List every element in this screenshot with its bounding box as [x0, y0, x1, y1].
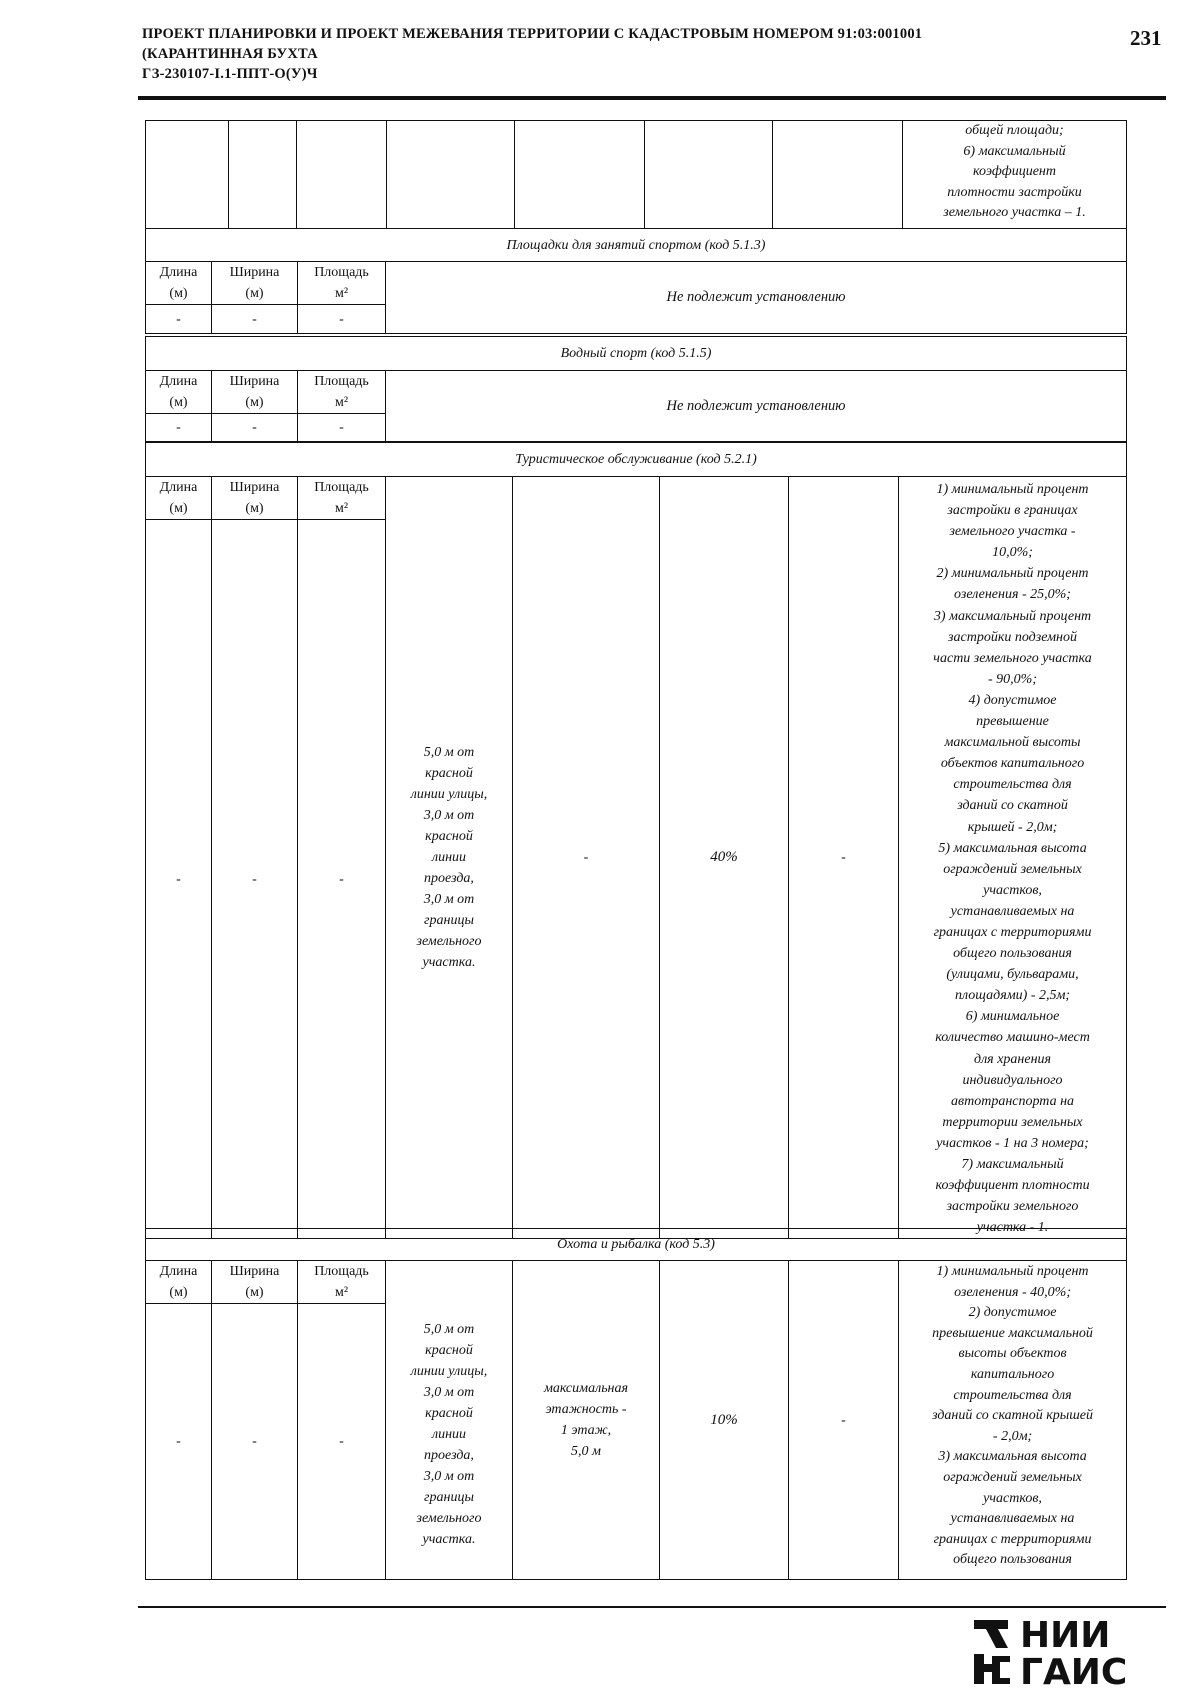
- col7-value: -: [789, 1261, 899, 1580]
- header-rule: [138, 96, 1166, 100]
- width-header: Ширина (м): [212, 262, 298, 305]
- section-title-tourism: Туристическое обслуживание (код 5.2.1): [146, 443, 1127, 477]
- continuation-table: [145, 120, 1127, 229]
- floors-text: максимальная этажность - 1 этаж, 5,0 м: [513, 1261, 660, 1580]
- length-header: Длина (м): [146, 371, 212, 414]
- length-value: -: [146, 1304, 212, 1580]
- width-header: Ширина (м): [212, 477, 298, 520]
- section-sport: [145, 228, 1127, 334]
- niigais-logo: [972, 1614, 1162, 1690]
- logo-text-top: НИИ: [1020, 1615, 1111, 1656]
- width-header: Ширина (м): [212, 371, 298, 414]
- width-value: -: [212, 305, 298, 334]
- not-applicable-note: Не подлежит установлению: [386, 371, 1127, 442]
- params-text: 1) минимальный процент озеленения - 40,0%; 2) допустимое превышение максимальной высоты объектов капитального строительства для зданий со скатной крышей - 2,0м; 3) максимальная высота ограждений земельных участков, устанавливаемых на границах с территориями общего пользования: [899, 1261, 1127, 1580]
- setback-text: 5,0 м от красной линии улицы, 3,0 м от красной линии проезда, 3,0 м от границы земельного участка.: [386, 1261, 513, 1580]
- logo-text-bottom: ГАИС: [1020, 1652, 1128, 1690]
- length-header: Длина (м): [146, 262, 212, 305]
- area-header: Площадь м²: [298, 262, 386, 305]
- percent-value: 10%: [660, 1261, 789, 1580]
- footer-rule: [138, 1606, 1166, 1608]
- header-line-1: ПРОЕКТ ПЛАНИРОВКИ И ПРОЕКТ МЕЖЕВАНИЯ ТЕРРИТОРИИ С КАДАСТРОВЫМ НОМЕРОМ 91:03:001001: [142, 26, 923, 42]
- width-value: -: [212, 1304, 298, 1580]
- area-value: -: [298, 414, 386, 442]
- cont-cell: [146, 121, 229, 229]
- area-header: Площадь м²: [298, 371, 386, 414]
- cont-params: общей площади; 6) максимальный коэффициент плотности застройки земельного участка – 1.: [903, 121, 1127, 229]
- header-line-3: ГЗ-230107-I.1-ППТ-О(У)Ч: [142, 66, 318, 82]
- col7-value: -: [789, 477, 899, 1239]
- section-water-sport: [145, 336, 1127, 442]
- length-value: -: [146, 305, 212, 334]
- header-line-2: (КАРАНТИННАЯ БУХТА: [142, 46, 318, 62]
- section-title-water: Водный спорт (код 5.1.5): [146, 337, 1127, 371]
- area-header: Площадь м²: [298, 477, 386, 520]
- length-header: Длина (м): [146, 477, 212, 520]
- document-header: [142, 24, 1092, 84]
- params-text: 1) минимальный процент застройки в границах земельного участка - 10,0%; 2) минимальный процент озеленения - 25,0%; 3) максимальный процент застройки подземной части земельного участка - 90,0%; 4) допустимое превышение максимальной высоты объектов капитального строительства для зданий со скатной крышей - 2,0м; 5) максимальная высота ограждений земельных участков, устанавливаемых на границах с территориями общего пользования (улицами, бульварами, площадями) - 2,5м; 6) минимальное количество машино-мест для хранения индивидуального автотранспорта на территории земельных участков - 1 на 3 номера; 7) максимальный коэффициент плотности застройки земельного участка - 1.: [899, 477, 1127, 1239]
- section-tourism: [145, 442, 1127, 1239]
- not-applicable-note: Не подлежит установлению: [386, 262, 1127, 334]
- length-header: Длина (м): [146, 1261, 212, 1304]
- area-value: -: [298, 520, 386, 1239]
- cont-cell: [515, 121, 645, 229]
- cont-cell: [229, 121, 297, 229]
- page-number: 231: [1130, 26, 1162, 50]
- cont-cell: [387, 121, 515, 229]
- section-hunting: [145, 1228, 1127, 1580]
- area-header: Площадь м²: [298, 1261, 386, 1304]
- section-title-hunting: Охота и рыбалка (код 5.3): [146, 1229, 1127, 1261]
- setback-text: 5,0 м от красной линии улицы, 3,0 м от красной линии проезда, 3,0 м от границы земельного участка.: [386, 477, 513, 1239]
- section-title-sport: Площадки для занятий спортом (код 5.1.3): [146, 229, 1127, 262]
- area-value: -: [298, 1304, 386, 1580]
- percent-value: 40%: [660, 477, 789, 1239]
- cont-cell: [297, 121, 387, 229]
- cont-cell: [645, 121, 773, 229]
- length-value: -: [146, 414, 212, 442]
- cont-cell: [773, 121, 903, 229]
- floors-value: -: [513, 477, 660, 1239]
- width-value: -: [212, 414, 298, 442]
- width-value: -: [212, 520, 298, 1239]
- area-value: -: [298, 305, 386, 334]
- width-header: Ширина (м): [212, 1261, 298, 1304]
- length-value: -: [146, 520, 212, 1239]
